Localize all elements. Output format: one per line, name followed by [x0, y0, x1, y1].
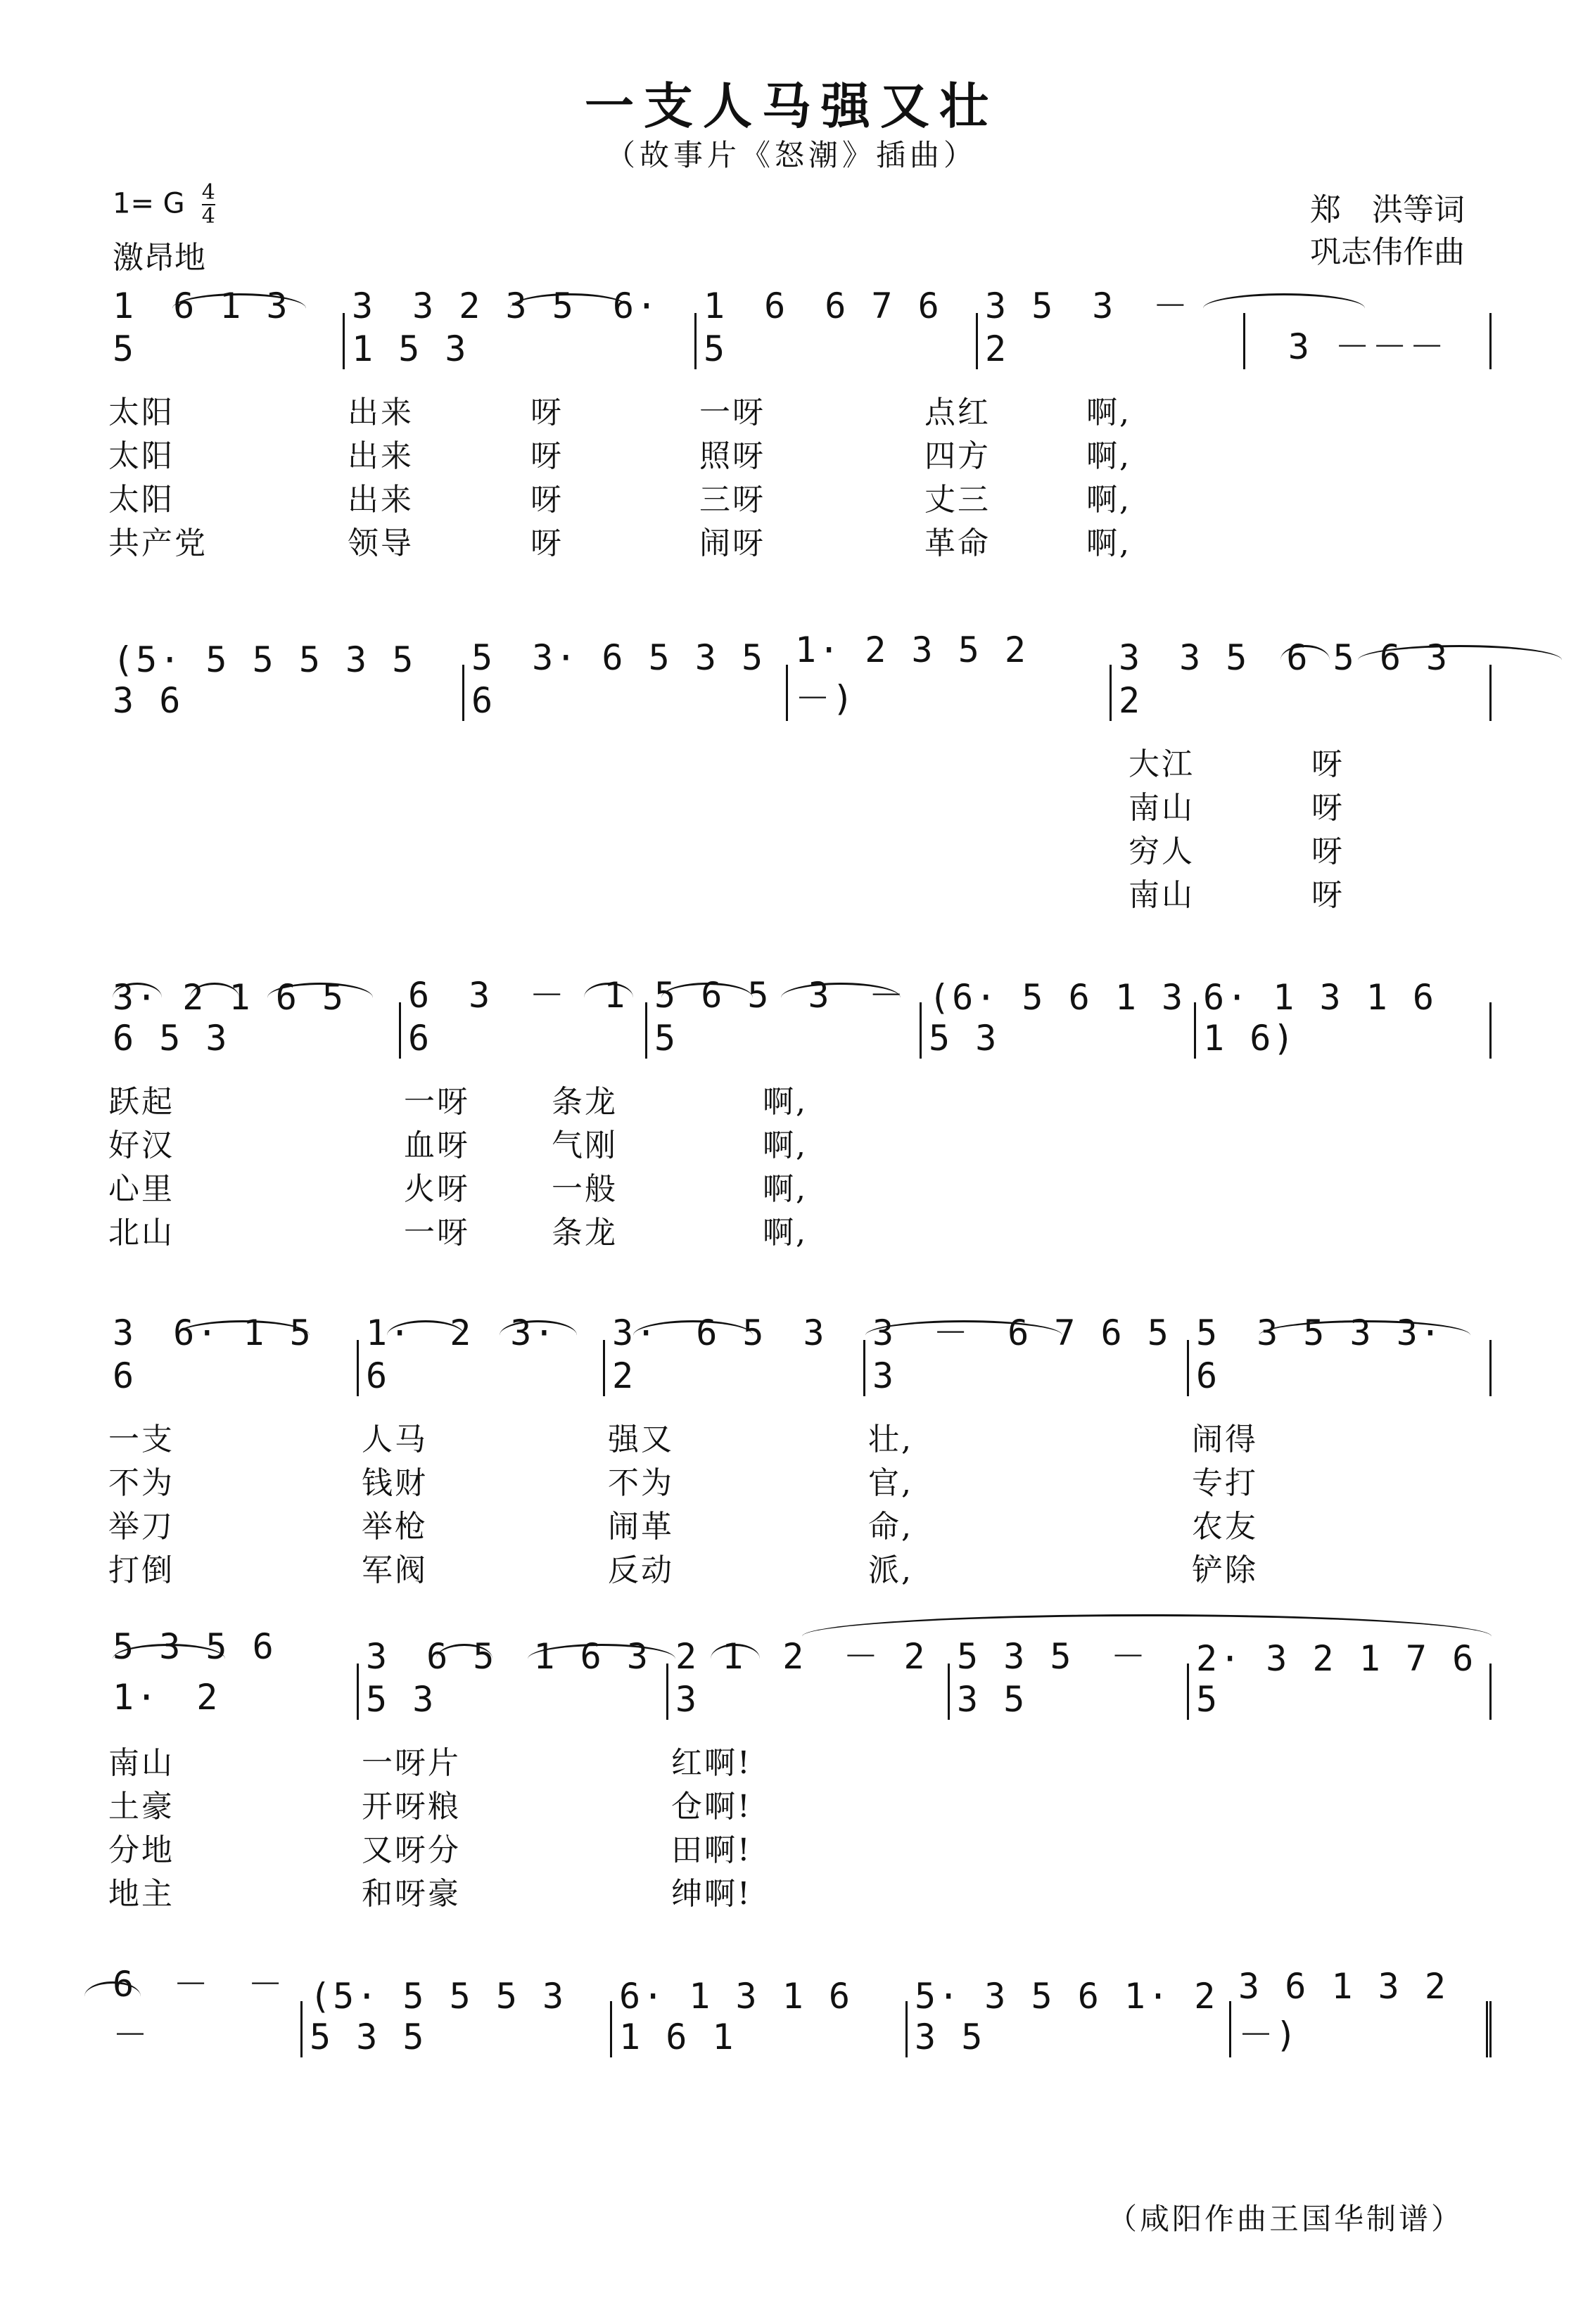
lyric: 闹革 — [608, 1509, 674, 1545]
lyric: 条龙 — [552, 1215, 618, 1251]
key-label: 1= G — [113, 187, 185, 220]
lyric: 心里 — [108, 1171, 174, 1207]
measure: (5· 5 5 5 3 5 3 5 — [303, 2001, 612, 2057]
lyric: 四方 — [924, 438, 991, 474]
song-title: 一支人马强又壮 — [585, 77, 998, 135]
lyric: 太阳 — [108, 395, 174, 430]
measure: 6 － － － — [106, 2001, 303, 2057]
lyric: 一呀片 — [362, 1745, 461, 1781]
lyric-line — [106, 1207, 1492, 1252]
measure: 5 6 5 3 － 5 — [647, 1002, 922, 1059]
tempo-marking: 激昂地 — [113, 240, 205, 276]
lyric: 点红 — [924, 395, 991, 430]
lyric: 照呀 — [699, 438, 765, 474]
lyric: 呀 — [530, 525, 564, 561]
lyric: 出来 — [348, 438, 414, 474]
lyric: 一呀 — [404, 1215, 470, 1251]
lyric: 分地 — [108, 1832, 174, 1868]
lyric: 一呀 — [404, 1084, 470, 1120]
lyric-line — [106, 474, 1492, 519]
lyric: 举枪 — [362, 1509, 428, 1545]
time-denominator: 4 — [201, 204, 215, 229]
lyric: 呀 — [1311, 746, 1344, 782]
transcriber-credit: （咸阳作曲王国华制谱） — [1107, 2202, 1463, 2236]
measure: 3 3 5 6 5 6 3 2 — [1112, 665, 1492, 721]
lyric: 呀 — [1311, 877, 1344, 913]
lyric — [106, 826, 464, 871]
lyric: 农友 — [1192, 1509, 1258, 1545]
lyric: 一般 — [552, 1171, 618, 1207]
lyric: 啊, — [1086, 482, 1131, 518]
lyric: 丈三 — [924, 482, 991, 518]
lyric: 啊, — [763, 1215, 808, 1251]
measure: 3 3 2 3 5 6· 1 5 3 — [345, 313, 697, 369]
lyric: 啊, — [1086, 438, 1131, 474]
lyric: 呀 — [530, 438, 564, 474]
song-subtitle: （故事片《怒潮》插曲） — [605, 138, 977, 172]
notation-row — [106, 975, 1492, 1059]
lyric-line — [106, 826, 1492, 871]
key-signature — [113, 181, 215, 228]
lyric: 呀 — [530, 482, 564, 518]
lyric: 又呀分 — [362, 1832, 461, 1868]
lyric-line — [106, 518, 1492, 563]
measure: 3 6 5 1 6 3 5 3 — [359, 1664, 668, 1720]
lyric-line — [106, 1825, 1492, 1870]
lyric: 人马 — [362, 1422, 428, 1457]
lyric: 好汉 — [108, 1128, 174, 1163]
lyric: 举刀 — [108, 1509, 174, 1545]
measure: 6 3 － 1 6 — [401, 1002, 647, 1059]
lyric — [106, 869, 464, 914]
lyric-line — [106, 1076, 1492, 1121]
lyric-line — [106, 782, 1492, 827]
lyric: 专打 — [1192, 1465, 1258, 1501]
lyric: 南山 — [108, 1745, 174, 1781]
lyric: 南山 — [1129, 877, 1195, 913]
lyric: 仓啊! — [671, 1789, 752, 1825]
lyric: 啊, — [763, 1128, 808, 1163]
lyric: 绅啊! — [671, 1876, 752, 1912]
lyric — [788, 782, 1126, 827]
lyric — [464, 739, 788, 784]
lyric: 啊, — [1086, 525, 1131, 561]
time-signature — [202, 181, 215, 228]
lyric: 派, — [868, 1552, 913, 1588]
lyric: 革命 — [924, 525, 991, 561]
lyric: 强又 — [608, 1422, 674, 1457]
lyric: 呀 — [530, 395, 564, 430]
measure: 5 3 5 3 3· 6 — [1189, 1340, 1492, 1396]
lyric — [106, 739, 464, 784]
lyric: 南山 — [1129, 790, 1195, 826]
lyric: 出来 — [348, 482, 414, 518]
measure: 5 3 5 － 3 5 — [950, 1664, 1189, 1720]
measure: (5· 5 5 5 3 5 3 6 — [106, 665, 464, 721]
lyric-line — [106, 1457, 1492, 1502]
lyric: 啊, — [1086, 395, 1131, 430]
lyric-line — [106, 1781, 1492, 1826]
measure-final: 3 6 1 3 2 －) — [1231, 2001, 1492, 2057]
measure: 3 6· 1 5 6 — [106, 1340, 359, 1396]
lyric: 闹得 — [1192, 1422, 1258, 1457]
measure: 3· 2 1 6 5 6 5 3 — [106, 1002, 401, 1059]
lyric: 呀 — [1311, 834, 1344, 869]
measure: 5 3 5 6 1· 2 — [106, 1664, 359, 1720]
lyric — [788, 869, 1126, 914]
notation-row — [106, 1313, 1492, 1396]
measure: (6· 5 6 1 3 5 3 — [922, 1002, 1196, 1059]
lyric: 和呀豪 — [362, 1876, 461, 1912]
lyric: 地主 — [108, 1876, 174, 1912]
lyric-line — [106, 1501, 1492, 1546]
lyric-line — [106, 1163, 1492, 1208]
notation-row — [106, 1626, 1492, 1720]
lyric-line — [106, 1868, 1492, 1913]
measure: 2· 3 2 1 7 6 5 — [1189, 1664, 1492, 1720]
lyric: 开呀粮 — [362, 1789, 461, 1825]
lyric: 田啊! — [671, 1832, 752, 1868]
lyric — [788, 739, 1126, 784]
lyric — [464, 869, 788, 914]
lyric: 条龙 — [552, 1084, 618, 1120]
lyric — [464, 782, 788, 827]
measure: 1· 2 3 5 2 －) — [788, 665, 1112, 721]
lyric: 命, — [868, 1509, 913, 1545]
lyric: 红啊! — [671, 1745, 752, 1781]
lyric — [106, 782, 464, 827]
lyric: 不为 — [108, 1465, 174, 1501]
lyric: 呀 — [1311, 790, 1344, 826]
measure: 5· 3 5 6 1· 2 3 5 — [908, 2001, 1231, 2057]
lyric: 钱财 — [362, 1465, 428, 1501]
lyric-line — [106, 1737, 1492, 1782]
composer-credit: 巩志伟作曲 — [1310, 234, 1465, 270]
lyric: 一呀 — [699, 395, 765, 430]
measure: 3 －－－ — [1245, 313, 1492, 369]
lyric: 跃起 — [108, 1084, 174, 1120]
measure: 3 5 3 － 2 — [978, 313, 1245, 369]
lyric-line — [106, 1414, 1492, 1459]
lyric: 气刚 — [552, 1128, 618, 1163]
lyric: 官, — [868, 1465, 913, 1501]
lyric: 太阳 — [108, 482, 174, 518]
lyric: 血呀 — [404, 1128, 470, 1163]
lyric: 不为 — [608, 1465, 674, 1501]
lyric: 领导 — [348, 525, 414, 561]
lyric: 共产党 — [108, 525, 208, 561]
lyric: 闹呀 — [699, 525, 765, 561]
lyric: 太阳 — [108, 438, 174, 474]
lyric-line — [106, 1545, 1492, 1590]
lyric: 北山 — [108, 1215, 174, 1251]
lyric: 打倒 — [108, 1552, 174, 1588]
measure: 1 6 6 7 6 5 — [697, 313, 978, 369]
measure: 3· 6 5 3 2 — [605, 1340, 865, 1396]
measure: 6· 1 3 1 6 1 6) — [1196, 1002, 1492, 1059]
lyric-line — [106, 430, 1492, 475]
notation-row — [106, 630, 1492, 721]
lyricist-credit: 郑 洪等词 — [1310, 192, 1465, 228]
lyric: 壮, — [868, 1422, 913, 1457]
lyric: 反动 — [608, 1552, 674, 1588]
time-numerator: 4 — [201, 180, 215, 205]
measure: 1· 2 3· 6 — [359, 1340, 605, 1396]
lyric-line — [106, 1120, 1492, 1165]
lyric: 出来 — [348, 395, 414, 430]
lyric — [464, 826, 788, 871]
lyric: 铲除 — [1192, 1552, 1258, 1588]
lyric: 啊, — [763, 1084, 808, 1120]
lyric: 大江 — [1129, 746, 1195, 782]
measure: 6· 1 3 1 6 1 6 1 — [612, 2001, 908, 2057]
lyric: 三呀 — [699, 482, 765, 518]
lyric: 军阀 — [362, 1552, 428, 1588]
lyric — [788, 826, 1126, 871]
notation-row — [106, 286, 1492, 369]
measure: 1 6 1 3 5 — [106, 313, 345, 369]
lyric-line — [106, 739, 1492, 784]
lyric: 土豪 — [108, 1789, 174, 1825]
measure: 5 3· 6 5 3 5 6 — [464, 665, 788, 721]
measure: 3 － 6 7 6 5 3 — [865, 1340, 1189, 1396]
lyric: 啊, — [763, 1171, 808, 1207]
notation-row — [106, 1964, 1492, 2057]
lyric: 火呀 — [404, 1171, 470, 1207]
measure: 2 1 2 － 2 3 — [668, 1664, 950, 1720]
lyric-line — [106, 387, 1492, 432]
lyric: 穷人 — [1129, 834, 1195, 869]
lyric-line — [106, 869, 1492, 914]
lyric: 一支 — [108, 1422, 174, 1457]
